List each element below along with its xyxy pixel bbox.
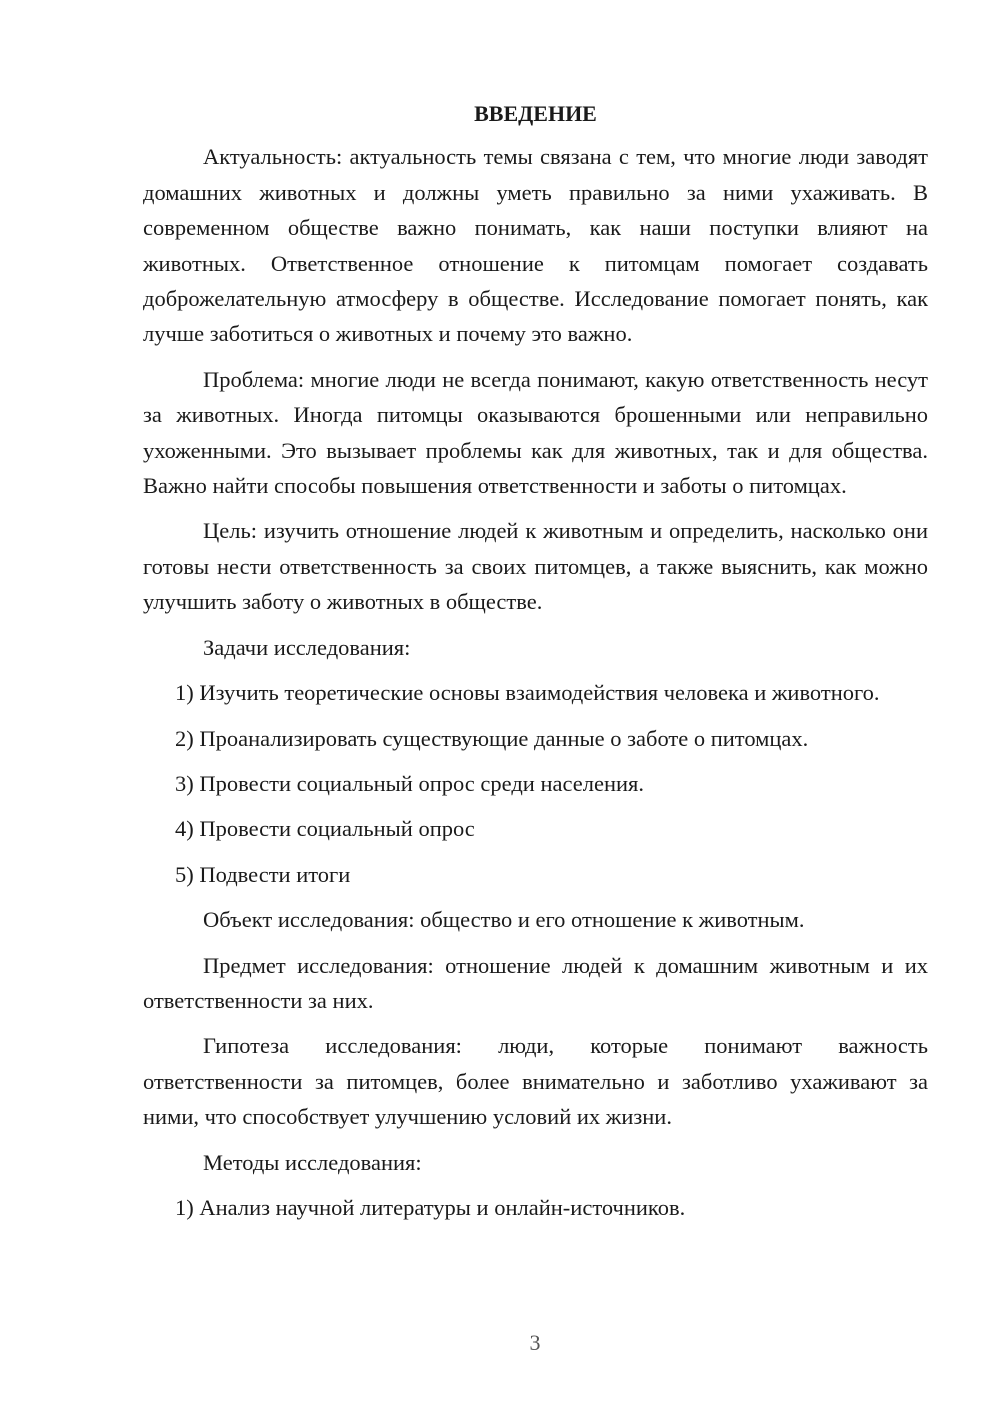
relevance-paragraph: Актуальность: актуальность темы связана с тем, что многие люди заводят домашних животных и должны уметь правильно за ними ухаживать. В современном обществе важно понимать, как наши поступки влияют на животных. Ответственное отношение к питомцам помогает создавать доброжелательную атмосферу в обществе. Исследование помогает понять, как лучше заботиться о животных и почему это важно. <box>143 144 928 347</box>
task-item: 2) Проанализировать существующие данные о заботе о питомцах. <box>175 725 809 751</box>
tasks-heading: Задачи исследования: <box>203 634 411 660</box>
document-body <box>143 96 928 1235</box>
task-item: 5) Подвести итоги <box>175 861 351 887</box>
method-item: 1) Анализ научной литературы и онлайн-источников. <box>175 1194 686 1220</box>
object-paragraph: Объект исследования: общество и его отношение к животным. <box>203 907 805 933</box>
task-item: 3) Провести социальный опрос среди населения. <box>175 770 645 796</box>
problem-paragraph: Проблема: многие люди не всегда понимают, какую ответственность несут за животных. Иногда питомцы оказываются брошенными или неправильно ухоженными. Это вызывает проблемы как для животных, так и для общества. Важно найти способы повышения ответственности и заботы о питомцах. <box>143 366 928 499</box>
page-number: 3 <box>529 1330 541 1355</box>
methods-heading: Методы исследования: <box>203 1149 422 1175</box>
task-item: 1) Изучить теоретические основы взаимодействия человека и животного. <box>175 680 880 706</box>
goal-paragraph: Цель: изучить отношение людей к животным и определить, насколько они готовы нести ответственность за своих питомцев, а также выяснить, как можно улучшить заботу о животных в обществе. <box>143 518 928 615</box>
subject-paragraph: Предмет исследования: отношение людей к домашним животным и их ответственности за них. <box>143 952 928 1013</box>
hypothesis-paragraph: Гипотеза исследования: люди, которые понимают важность ответственности за питомцев, более внимательно и заботливо ухаживают за ними, что способствует улучшению условий их жизни. <box>143 1033 928 1130</box>
page-title: ВВЕДЕНИЕ <box>474 101 597 126</box>
task-item: 4) Провести социальный опрос <box>175 816 475 842</box>
